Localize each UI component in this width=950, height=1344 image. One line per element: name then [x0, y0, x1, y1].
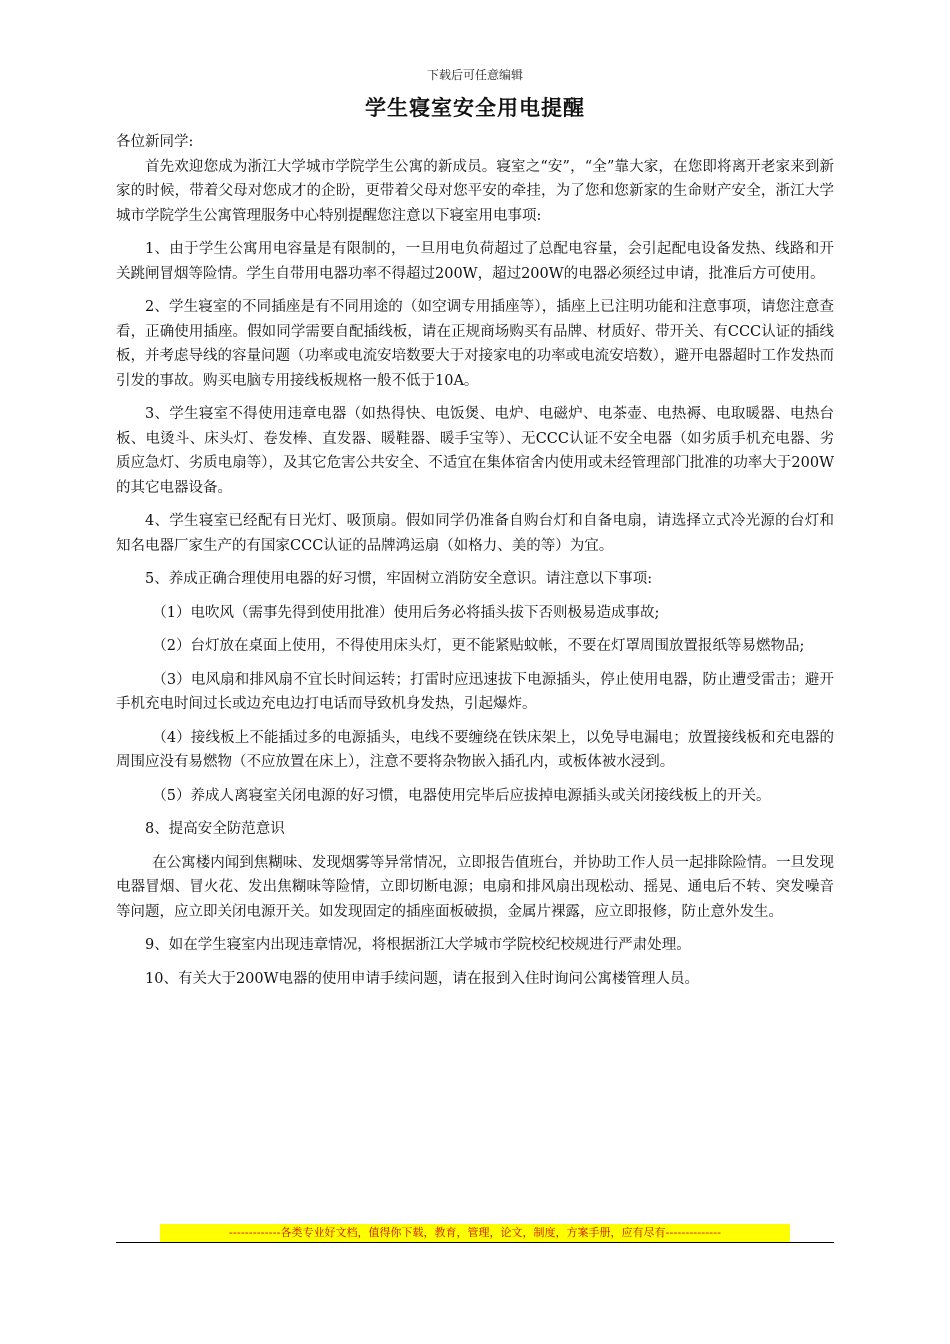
item-4: 4、学生寝室已经配有日光灯、吸顶扇。假如同学仍准备自购台灯和自备电扇，请选择立式冷光源的台灯和知名电器厂家生产的有国家CCC认证的品牌鸿运扇（如格力、美的等）为宜。	[116, 513, 834, 554]
item-10: 10、有关大于200W电器的使用申请手续问题，请在报到入住时询问公寓楼管理人员。	[145, 970, 700, 987]
item-1: 1、由于学生公寓用电容量是有限制的，一旦用电负荷超过了总配电容量，会引起配电设备发热、线路和开关跳闸冒烟等险情。学生自带用电器功率不得超过200W，超过200W的电器必须经过申请，批准后方可使用。	[116, 241, 834, 282]
document-body	[116, 130, 834, 991]
header-note: 下载后可任意编辑	[426, 68, 523, 82]
footer-rule	[116, 1242, 834, 1243]
footer-banner: -------------各类专业好文档，值得你下载，教育，管理，论文，制度，方案手册，应有尽有--------------	[160, 1224, 790, 1242]
salutation: 各位新同学:	[116, 134, 194, 150]
item-2: 2、学生寝室的不同插座是有不同用途的（如空调专用插座等），插座上已注明功能和注意事项，请您注意查看，正确使用插座。假如同学需要自配插线板，请在正规商场购买有品牌、材质好、带开关、有CCC认证的插线板，并考虑导线的容量问题（功率或电流安培数要大于对接家电的功率或电流安培数），避开电器超时工作发热而引发的事故。购买电脑专用接线板规格一般不低于10A。	[116, 299, 834, 389]
sub-item-4: （4）接线板上不能插过多的电源插头，电线不要缠绕在铁床架上，以免导电漏电；放置接线板和充电器的周围应没有易燃物（不应放置在床上），注意不要将杂物嵌入插孔内，或板体被水浸到。	[116, 729, 834, 770]
sub-item-1: （1）电吹风（需事先得到使用批准）使用后务必将插头拔下否则极易造成事故;	[152, 604, 660, 621]
sub-item-2: （2）台灯放在桌面上使用，不得使用床头灯，更不能紧贴蚊帐，不要在灯罩周围放置报纸等易燃物品;	[152, 638, 805, 654]
item-8-body: 在公寓楼内闻到焦糊味、发现烟雾等异常情况，立即报告值班台，并协助工作人员一起排除险情。一旦发现电器冒烟、冒火花、发出焦糊味等险情，立即切断电源；电扇和排风扇出现松动、摇晃、通电后不转、突发噪音等问题，应立即关闭电源开关。如发现固定的插座面板破损，金属片裸露，应立即报修，防止意外发生。	[116, 854, 834, 920]
item-3: 3、学生寝室不得使用违章电器（如热得快、电饭煲、电炉、电磁炉、电茶壶、电热褥、电取暖器、电热台板、电烫斗、床头灯、卷发棒、直发器、暖鞋器、暖手宝等）、无CCC认证不安全电器（如劣质手机充电器、劣质应急灯、劣质电扇等），及其它危害公共安全、不适宜在集体宿舍内使用或未经管理部门批准的功率大于200W的其它电器设备。	[116, 406, 834, 496]
sub-item-5: （5）养成人离寝室关闭电源的好习惯，电器使用完毕后应拔掉电源插头或关闭接线板上的开关。	[152, 787, 771, 804]
item-8-heading: 8、提高安全防范意识	[145, 821, 285, 837]
sub-item-3: （3）电风扇和排风扇不宜长时间运转；打雷时应迅速拔下电源插头，停止使用电器，防止遭受雷击；避开手机充电时间过长或边充电边打电话而导致机身发热，引起爆炸。	[116, 671, 834, 712]
intro-paragraph: 首先欢迎您成为浙江大学城市学院学生公寓的新成员。寝室之“安”，“全”靠大家，在您即将离开老家来到新家的时候，带着父母对您成才的企盼，更带着父母对您平安的牵挂，为了您和您新家的生命财产安全，浙江大学城市学院学生公寓管理服务中心特别提醒您注意以下寝室用电事项:	[116, 158, 834, 224]
item-5: 5、养成正确合理使用电器的好习惯，牢固树立消防安全意识。请注意以下事项:	[145, 571, 653, 587]
document-title: 学生寝室安全用电提醒	[365, 96, 585, 120]
item-9: 9、如在学生寝室内出现违章情况，将根据浙江大学城市学院校纪校规进行严肃处理。	[145, 937, 691, 953]
